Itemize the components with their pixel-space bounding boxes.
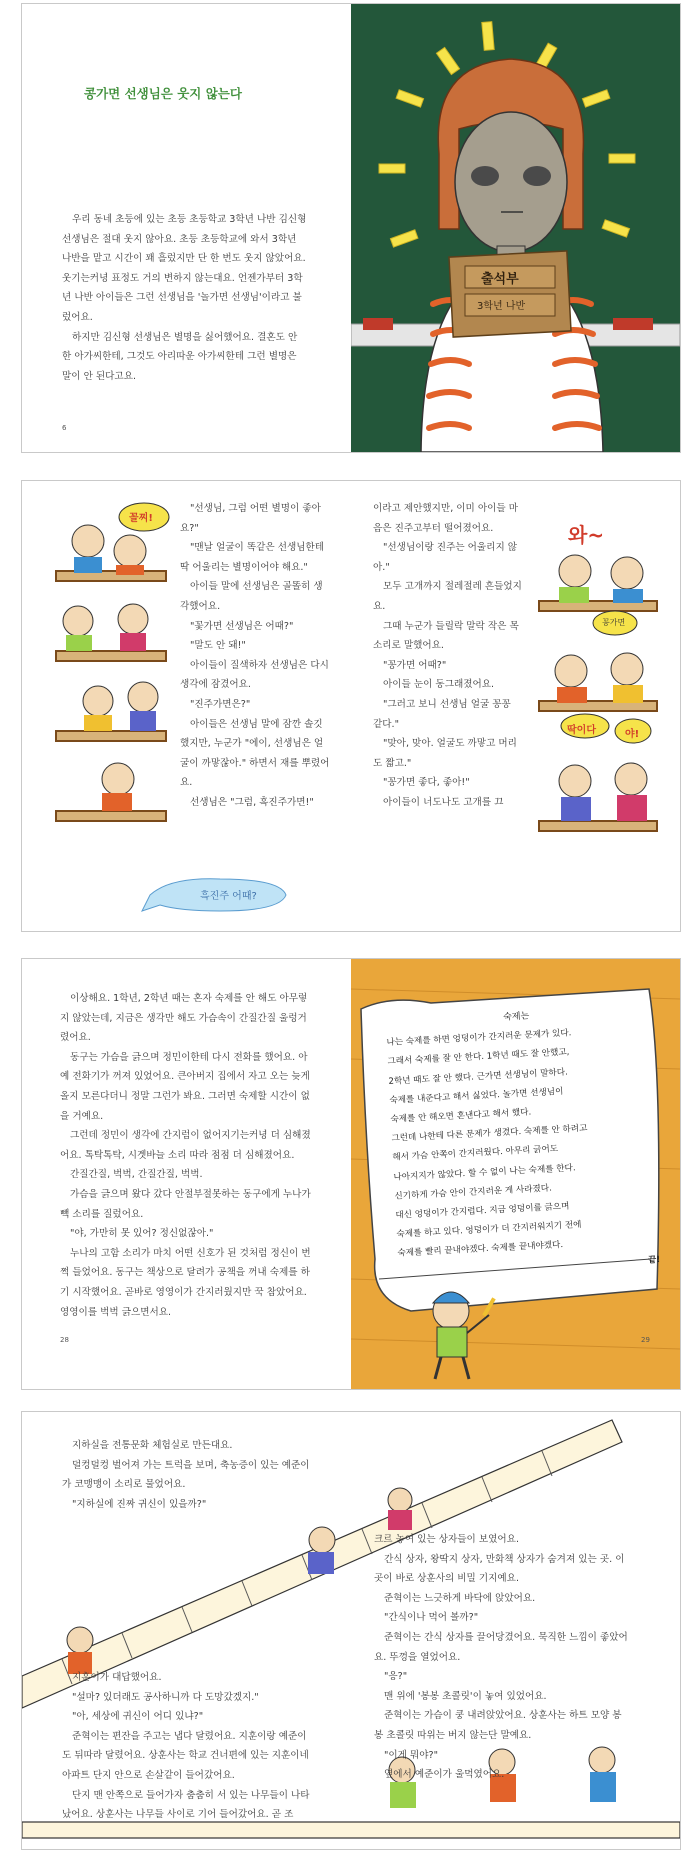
notebook-illustration bbox=[351, 959, 680, 1389]
text-column-right bbox=[373, 499, 523, 813]
board-line: 신기하게 가슴 안이 간지러운 게 사라졌다. bbox=[394, 1183, 553, 1202]
paragraph: "설마? 있더래도 공사하니까 다 도망갔겠지." bbox=[72, 1691, 259, 1703]
paragraph: "야, 가만히 못 있어? 정신없잖아." bbox=[70, 1228, 214, 1240]
wow-text: 와~ bbox=[568, 523, 605, 547]
paragraph: "지하실에 진짜 귀신이 있을까?" bbox=[72, 1498, 207, 1510]
paragraph: 간식 상자, 왕딱지 상자, 만화책 상자가 숨겨져 있는 곳. 이곳이 바로 상훈사의 비밀 기지예요. bbox=[374, 1553, 625, 1585]
paragraph: "응?" bbox=[384, 1671, 408, 1683]
book-label: 출석부 bbox=[481, 272, 519, 287]
classroom-kids-illustration-right bbox=[535, 511, 665, 841]
book-sublabel: 3학년 나반 bbox=[477, 301, 526, 312]
paragraph: 모두 고개까지 절레절레 흔들었지요. bbox=[373, 581, 522, 612]
paragraph: 준혁이는 가슴이 쿵 내려앉았어요. 상훈사는 하트 모양 봉봉 초콜릿 따위는 버지 않는단 말예요. bbox=[374, 1710, 622, 1741]
paragraph: "선생님, 그럼 어떤 별명이 좋아요?" bbox=[180, 503, 321, 534]
board-line: 끝! bbox=[647, 1254, 661, 1266]
paragraph: 그때 누군가 들릴락 말락 작은 목소리로 말했어요. bbox=[373, 620, 519, 652]
paragraph: 준혁이는 편잔을 주고는 냅다 달렸어요. 지훈이랑 예준이도 뒤따라 달렸어요. 상훈사는 학교 건너편에 있는 지훈이네 아파트 단지 안으로 손살같이 들어갔어요. bbox=[62, 1730, 309, 1781]
board-line: 2학년 때도 잘 안 했다. 근가면 선생님이 말하다. bbox=[388, 1067, 568, 1087]
text-column-left bbox=[62, 210, 307, 386]
paragraph: 아이들은 선생님 말에 잠깐 솔깃했지만, 누군가 "에이, 선생님은 얼굴이 까맣잖아." 하면서 재를 뿌렸어요. bbox=[180, 718, 330, 789]
paragraph: 아이들이 질색하자 선생님은 다시 생각에 잠겼어요. bbox=[180, 659, 329, 691]
page-number: 6 bbox=[62, 424, 67, 432]
paragraph: 아이들이 너도나도 고개를 끄 bbox=[383, 796, 504, 808]
paragraph: 가슴을 긁으며 왔다 갔다 안절부절못하는 동구에게 누나가 빽 소리를 질렀어요. bbox=[60, 1188, 311, 1220]
paragraph: "간식이나 먹어 볼까?" bbox=[384, 1612, 479, 1624]
paragraph: 우리 동네 초등에 있는 초등 초등학교 3학년 나반 김신형 선생님은 절대 웃지 않아요. 초등 초등학교에 와서 3학년 나반을 맡고 시간이 꽤 흘렀지만 단 한 번도 웃지 않았어요. 웃기는커녕 표정도 거의 변하지 않는대요. 언젠가부터 3학년 나반 아이들은 그런 선생님을 '놀가면 선생님'이라고 불렀어요. bbox=[62, 214, 307, 323]
paragraph: "그러고 보니 선생님 얼굴 꽁꽁 같다." bbox=[373, 698, 511, 730]
board-line: 나아지지가 않았다. 할 수 없이 나는 숙제를 한다. bbox=[393, 1162, 576, 1183]
paragraph: 하지만 김신형 선생님은 별명을 싫어했어요. 결혼도 안 한 아가씨한테, 그것도 아리따운 아가씨한테 그런 별명은 말이 안 된다고요. bbox=[62, 331, 298, 382]
story-title: 콩가면 선생님은 웃지 않는다 bbox=[84, 86, 242, 101]
paragraph: 선생님은 "그럼, 흑진주가면!" bbox=[190, 796, 314, 808]
board-text bbox=[385, 1001, 661, 1283]
text-column-right bbox=[374, 1530, 629, 1785]
board-line: 그래서 숙제를 잘 안 한다. 1학년 때도 잘 안했고, bbox=[387, 1047, 570, 1068]
bubble-text-right-1: 꽁가면 bbox=[602, 618, 626, 627]
paragraph: 옆에서 예준이가 울먹였어요. bbox=[384, 1769, 505, 1781]
paragraph: 덜컹덜컹 벌어져 가는 트럭을 보며, 축농증이 있는 예준이가 코맹맹이 소리로 물었어요. bbox=[62, 1459, 310, 1491]
bubble-text-left: 꼴찌! bbox=[129, 513, 153, 524]
board-line: 숙제를 하고 있다. 엉덩이가 더 간지러워지기 전에 bbox=[396, 1220, 582, 1240]
paragraph: 지훈이가 대답했어요. bbox=[72, 1672, 162, 1683]
board-line: 나는 숙제를 하면 엉덩이가 간지러운 문제가 있다. bbox=[386, 1028, 572, 1049]
text-column-left-top bbox=[62, 1436, 312, 1514]
spread-2 bbox=[21, 480, 681, 932]
teacher-illustration bbox=[351, 4, 680, 452]
paragraph: 맨 위에 '봉봉 초콜릿'이 놓여 있었어요. bbox=[384, 1690, 547, 1702]
text-column-left bbox=[180, 499, 330, 813]
paragraph: 준혁이는 느긋하게 바닥에 앉았어요. bbox=[384, 1592, 536, 1604]
bubble-text-right-2: 딱이다 bbox=[567, 725, 596, 736]
paragraph: "꽃가면 선생님은 어때?" bbox=[190, 620, 294, 632]
paragraph: 지하실을 전통문화 체험실로 만든대요. bbox=[72, 1440, 233, 1451]
paragraph: 동구는 가슴을 긁으며 정민이한테 다시 전화를 했어요. 아예 전화기가 꺼져 있었어요. 큰아버지 집에서 자고 오는 늦게 올지 모른다더니 정말 그런가 봐요. 그러면 숙제할 시간이 없을 거예요. bbox=[60, 1051, 310, 1122]
page-number-left: 28 bbox=[60, 1336, 69, 1344]
paragraph: 아이들 말에 선생님은 골똘히 생각했어요. bbox=[180, 581, 323, 612]
paragraph: 준혁이는 간식 상자를 끌어당겼어요. 묵직한 느낌이 좋았어요. 뚜껑을 열었어요. bbox=[374, 1631, 628, 1663]
paragraph: "이게 뭐야?" bbox=[384, 1749, 439, 1761]
spread-3 bbox=[21, 958, 681, 1390]
paragraph: "말도 안 돼!" bbox=[190, 640, 246, 652]
paragraph: 크르 놓여 있는 상자들이 보였어요. bbox=[374, 1534, 519, 1545]
paragraph: 이라고 제안했지만, 이미 아이들 마음은 진주고부터 떨어졌어요. bbox=[373, 503, 518, 534]
board-line: 숙제를 내준다고 해서 싫었다. 놀가면 선생님이 bbox=[389, 1086, 564, 1106]
paragraph: 간질간질, 벅벅, 간질간질, 벅벅. bbox=[70, 1169, 203, 1181]
page-number-right: 29 bbox=[641, 1336, 650, 1344]
bubble-text-bottom: 흑진주 어때? bbox=[200, 891, 257, 902]
text-column-left bbox=[60, 989, 315, 1322]
spread-4 bbox=[21, 1411, 681, 1850]
spread-1 bbox=[21, 3, 681, 453]
board-title: 숙제는 bbox=[503, 1011, 530, 1023]
classroom-kids-illustration-left bbox=[48, 501, 178, 831]
paragraph: "진주가면은?" bbox=[190, 698, 251, 710]
paragraph: 아이들 눈이 동그래졌어요. bbox=[383, 679, 495, 691]
bubble-text-right-3: 야! bbox=[625, 729, 640, 740]
paragraph: "맨날 얼굴이 똑같은 선생님한테 딱 어울리는 별명이어야 해요." bbox=[180, 542, 325, 573]
paragraph: 누나의 고함 소리가 마치 어떤 신호가 된 것처럼 정신이 번쩍 들었어요. 동구는 책상으로 달려가 공책을 꺼내 숙제를 하기 시작했어요. 곧바로 영영이가 간지러웠지만 꾹 참았어요. 영영이를 벅벅 긁으면서요. bbox=[60, 1247, 311, 1318]
paragraph: "꽁가면 어때?" bbox=[383, 659, 447, 671]
paragraph: 그런데 정민이 생각에 간지럼이 없어지기는커녕 더 심해졌어요. 톡탁톡탁, 시곗바늘 소리 따라 점점 더 심해졌어요. bbox=[60, 1130, 311, 1161]
board-line: 대신 엉덩이가 간지럽다. 지금 엉덩이를 긁으며 bbox=[395, 1201, 570, 1221]
paragraph: 단지 맨 안쪽으로 들어가자 춤춤히 서 있는 나무들이 나타났어요. 상훈사는 나무들 사이로 기어 들어갔어요. 곧 조 bbox=[62, 1789, 310, 1821]
board-line: 그런데 나한테 다른 문제가 생겼다. 숙제를 안 하려고 bbox=[391, 1123, 588, 1145]
board-line: 해서 가슴 안쪽이 간지러웠다. 아무리 긁어도 bbox=[392, 1144, 559, 1164]
paragraph: "아, 세상에 귀신이 어디 있냐?" bbox=[72, 1711, 204, 1723]
paragraph: "꽁가면 좋다, 좋아!" bbox=[383, 777, 470, 789]
paragraph: "맞아, 맞아. 얼굴도 까맣고 머리도 짧고." bbox=[373, 738, 517, 769]
paragraph: "선생님이랑 진주는 어울리지 않아." bbox=[373, 542, 518, 573]
board-line: 숙제를 빨리 끝내야겠다. 숙제를 끝내야겠다. bbox=[397, 1240, 564, 1260]
board-line: 숙제를 안 해오면 혼낸다고 해서 했다. bbox=[390, 1107, 532, 1125]
paragraph: 이상해요. 1학년, 2학년 때는 혼자 숙제를 안 해도 아무렇지 않았는데, 지금은 생각만 해도 가슴속이 간질간질 울렁거렸어요. bbox=[60, 993, 308, 1044]
blackboard-illustration bbox=[351, 4, 680, 452]
text-column-left-bottom bbox=[62, 1668, 312, 1825]
